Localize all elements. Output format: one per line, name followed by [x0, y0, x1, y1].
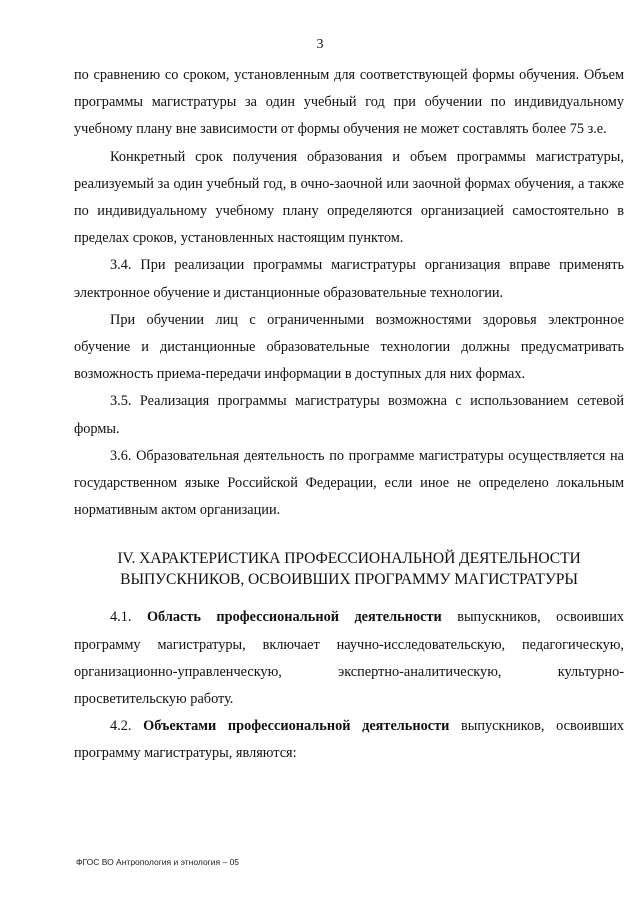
section-heading-line: ВЫПУСКНИКОВ, ОСВОИВШИХ ПРОГРАММУ МАГИСТРАТУРЫ — [120, 571, 578, 589]
item-text: выпускников, освоивших программу магистратуры, являются: — [74, 718, 624, 762]
footer-text: ФГОС ВО Антропология и этнология – 05 — [76, 857, 240, 867]
item-text: выпускников, освоивших программу магистратуры, включает научно-исследовательскую, педагогическую, организационно-управленческую, экспертно-аналитическую, культурно-просветительскую работу. — [74, 609, 624, 708]
paragraph-4-2 — [74, 713, 624, 767]
paragraph: Конкретный срок получения образования и объем программы магистратуры, реализуемый за один учебный год, в очно-заочной или заочной формах обучения, а также по индивидуальному учебному плану определяются организацией самостоятельно в пределах сроков, установленных настоящим пунктом. — [74, 148, 624, 247]
section-heading — [74, 548, 624, 590]
bold-term: Объектами профессиональной деятельности — [143, 718, 450, 735]
paragraph-3-4: 3.4. При реализации программы магистратуры организация вправе применять электронное обучение и дистанционные образовательные технологии. — [74, 257, 624, 301]
bold-term: Область профессиональной деятельности — [146, 609, 442, 626]
paragraph-3-5: 3.5. Реализация программы магистратуры возможна с использованием сетевой формы. — [74, 393, 624, 437]
paragraph-3-6: 3.6. Образовательная деятельность по программе магистратуры осуществляется на государственном языке Российской Федерации, если иное не определено локальным нормативным актом организации. — [74, 447, 624, 519]
paragraph: по сравнению со сроком, установленным для соответствующей формы обучения. Объем программы магистратуры за один учебный год при обучении по индивидуальному учебному плану вне зависимости от формы обучения не может составлять более 75 з.е. — [74, 67, 624, 138]
paragraph: При обучении лиц с ограниченными возможностями здоровья электронное обучение и дистанционные образовательные технологии должны предусматривать возможность приема-передачи информации в доступных для них формах. — [74, 311, 624, 383]
item-number: 4.2. — [110, 718, 132, 735]
document-body — [74, 62, 624, 768]
section-heading-line: IV. ХАРАКТЕРИСТИКА ПРОФЕССИОНАЛЬНОЙ ДЕЯТЕЛЬНОСТИ — [117, 550, 581, 568]
page-number: 3 — [316, 37, 324, 52]
item-number: 4.1. — [110, 609, 132, 626]
paragraph-4-1 — [74, 604, 624, 713]
